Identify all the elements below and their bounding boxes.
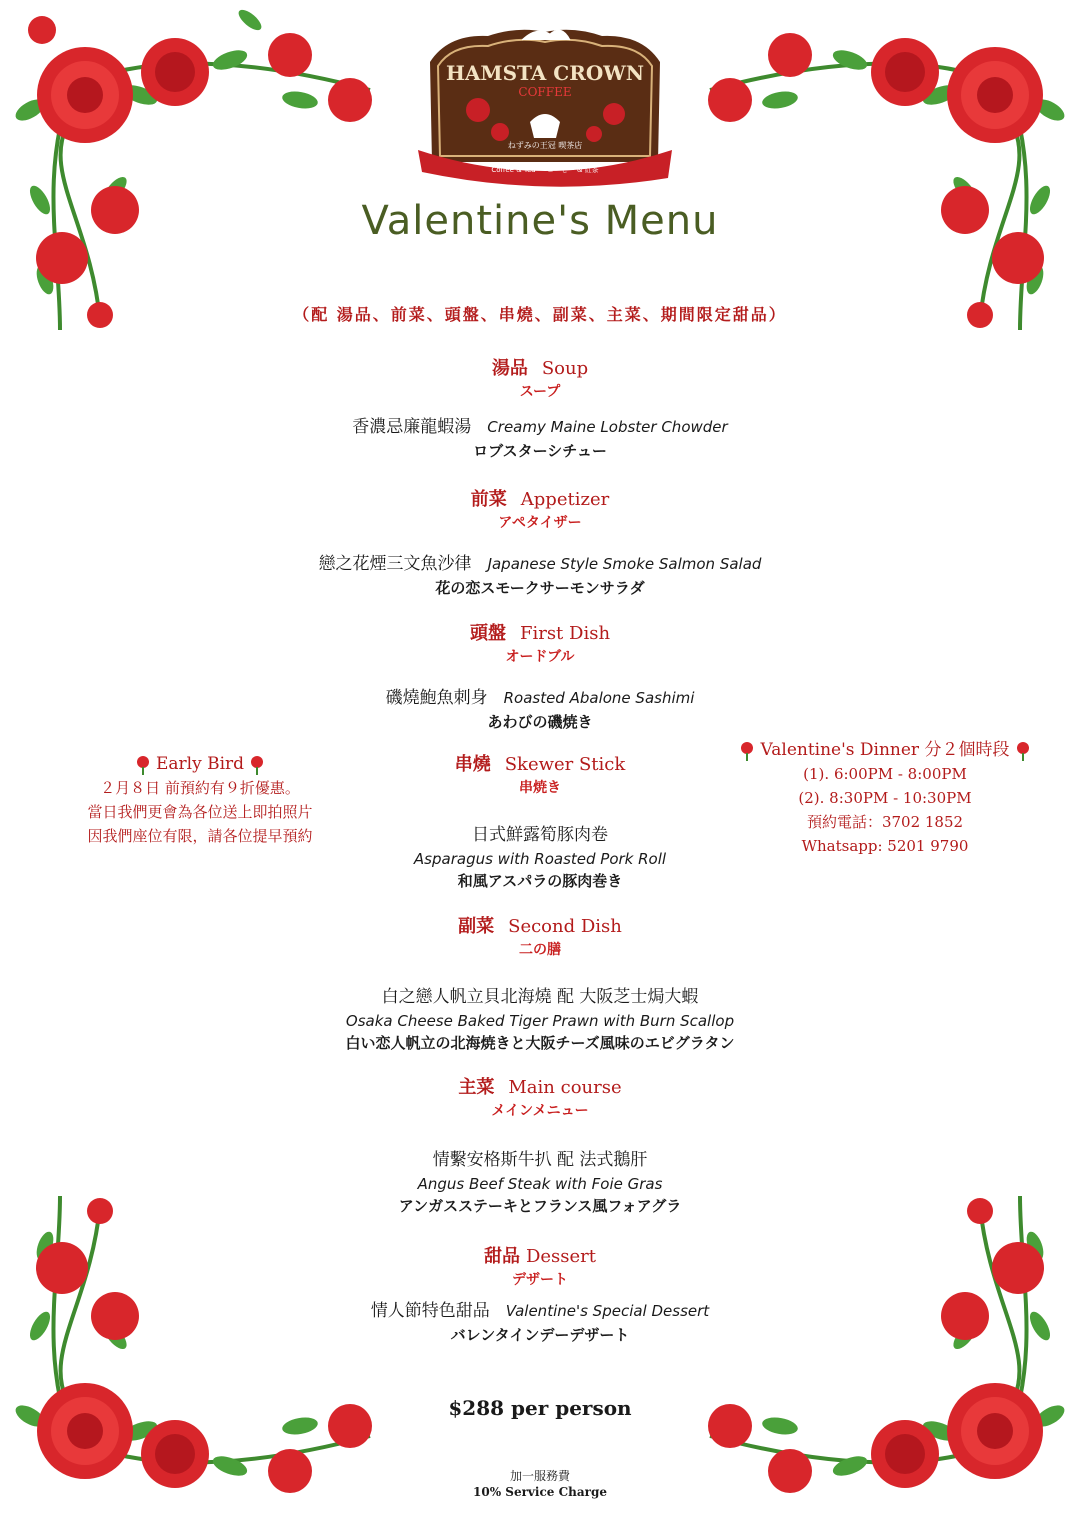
section-ja: 二の膳: [519, 942, 561, 958]
menu-section-main-course: [290, 1075, 790, 1217]
dish-zh: 情人節特色甜品: [370, 1301, 490, 1321]
section-zh: 甜品: [483, 1246, 520, 1267]
section-ja: スープ: [519, 384, 561, 400]
dish-ja: 花の恋スモークサーモンサラダ: [435, 579, 645, 597]
section-en: Dessert: [525, 1246, 597, 1267]
menu-section-soup: [290, 356, 790, 462]
section-ja: デザート: [512, 1272, 568, 1288]
dish-en: Creamy Maine Lobster Chowder: [487, 418, 728, 436]
section-ja: アペタイザー: [498, 515, 582, 531]
menu-section-second-dish: [290, 914, 790, 1054]
rose-icon: [1015, 741, 1031, 761]
dish-en: Valentine's Special Dessert: [505, 1302, 710, 1320]
section-zh: 頭盤: [469, 623, 506, 644]
menu-title: Valentine's Menu: [361, 198, 719, 244]
section-zh: 湯品: [491, 358, 528, 379]
dish-en: Osaka Cheese Baked Tiger Prawn with Burn Scallop: [345, 1012, 735, 1030]
section-ja: メインメニュー: [491, 1103, 589, 1119]
dish-ja: 和風アスパラの豚肉巻き: [457, 872, 623, 890]
dish-ja: ロブスターシチュー: [473, 442, 607, 460]
service-charge-zh: 加一服務費: [509, 1469, 570, 1483]
dish-zh: 日式鮮露筍豚肉卷: [472, 825, 608, 845]
section-en: Soup: [541, 358, 589, 379]
rose-icon: [739, 741, 755, 761]
dinner-line: (1). 6:00PM - 8:00PM: [803, 765, 967, 783]
dish-en: Japanese Style Smoke Salmon Salad: [487, 555, 762, 573]
dinner-line: (2). 8:30PM - 10:30PM: [798, 789, 972, 807]
whatsapp-number: Whatsapp: 5201 9790: [801, 837, 969, 855]
early-bird-line: ２月８日 前預約有９折優惠。: [100, 779, 300, 797]
course-list-note: （配 湯品、前菜、頭盤、串燒、副菜、主菜、期間限定甜品）: [293, 305, 787, 324]
dinner-heading: Valentine's Dinner 分２個時段: [760, 740, 1010, 760]
dish-en: Asparagus with Roasted Pork Roll: [413, 850, 667, 868]
dish-ja: アンガスステーキとフランス風フォアグラ: [398, 1197, 682, 1215]
dish-en: Angus Beef Steak with Foie Gras: [417, 1175, 663, 1193]
section-zh: 副菜: [458, 916, 495, 937]
early-bird-heading: Early Bird: [155, 754, 245, 774]
dish-zh: 磯燒鮑魚刺身: [385, 688, 488, 708]
early-bird-note: [50, 752, 350, 848]
section-zh: 前菜: [470, 489, 507, 510]
rose-icon: [135, 755, 151, 775]
early-bird-line: 當日我們更會為各位送上即拍照片: [87, 803, 313, 821]
section-en: Skewer Stick: [504, 754, 626, 775]
rose-icon: [249, 755, 265, 775]
hamsta-crown-logo: [418, 22, 672, 188]
dish-ja: バレンタインデーデザート: [450, 1326, 630, 1344]
logo-ribbon-text: Coffee & Tea ・ コーヒー & 紅茶: [491, 166, 599, 174]
dish-zh: 情繫安格斯牛扒 配 法式鵝肝: [432, 1150, 648, 1170]
menu-section-appetizer: [290, 487, 790, 599]
service-charge: [0, 1468, 1080, 1500]
dish-en: Roasted Abalone Sashimi: [503, 689, 695, 707]
menu-section-dessert: [290, 1244, 790, 1346]
section-en: First Dish: [519, 623, 611, 644]
price-per-person: $288 per person: [448, 1396, 632, 1420]
dish-ja: あわびの磯焼き: [487, 713, 593, 731]
dinner-timeslots-note: [725, 738, 1045, 858]
section-zh: 串燒: [454, 754, 491, 775]
dish-ja: 白い恋人帆立の北海焼きと大阪チーズ風味のエビグラタン: [345, 1034, 735, 1052]
early-bird-line: 因我們座位有限，請各位提早預約: [87, 827, 313, 845]
dish-zh: 白之戀人帆立貝北海燒 配 大阪芝士焗大蝦: [381, 987, 699, 1007]
menu-section-skewer: [290, 752, 790, 892]
section-ja: 串焼き: [519, 780, 561, 796]
logo-name-text: HAMSTA CROWN: [446, 61, 644, 85]
section-en: Appetizer: [520, 489, 610, 510]
section-en: Main course: [508, 1077, 622, 1098]
logo-jp-text: ねずみの王冠 喫茶店: [507, 141, 583, 150]
reservation-phone: 預約電話：3702 1852: [806, 813, 964, 831]
dish-zh: 戀之花煙三文魚沙律: [318, 554, 472, 574]
dish-zh: 香濃忌廉龍蝦湯: [352, 417, 472, 437]
service-charge-en: 10% Service Charge: [473, 1485, 607, 1499]
logo-sub-text: COFFEE: [518, 85, 572, 99]
section-ja: オードブル: [505, 649, 575, 665]
menu-section-first-dish: [290, 621, 790, 733]
section-en: Second Dish: [508, 916, 622, 937]
section-zh: 主菜: [458, 1077, 495, 1098]
